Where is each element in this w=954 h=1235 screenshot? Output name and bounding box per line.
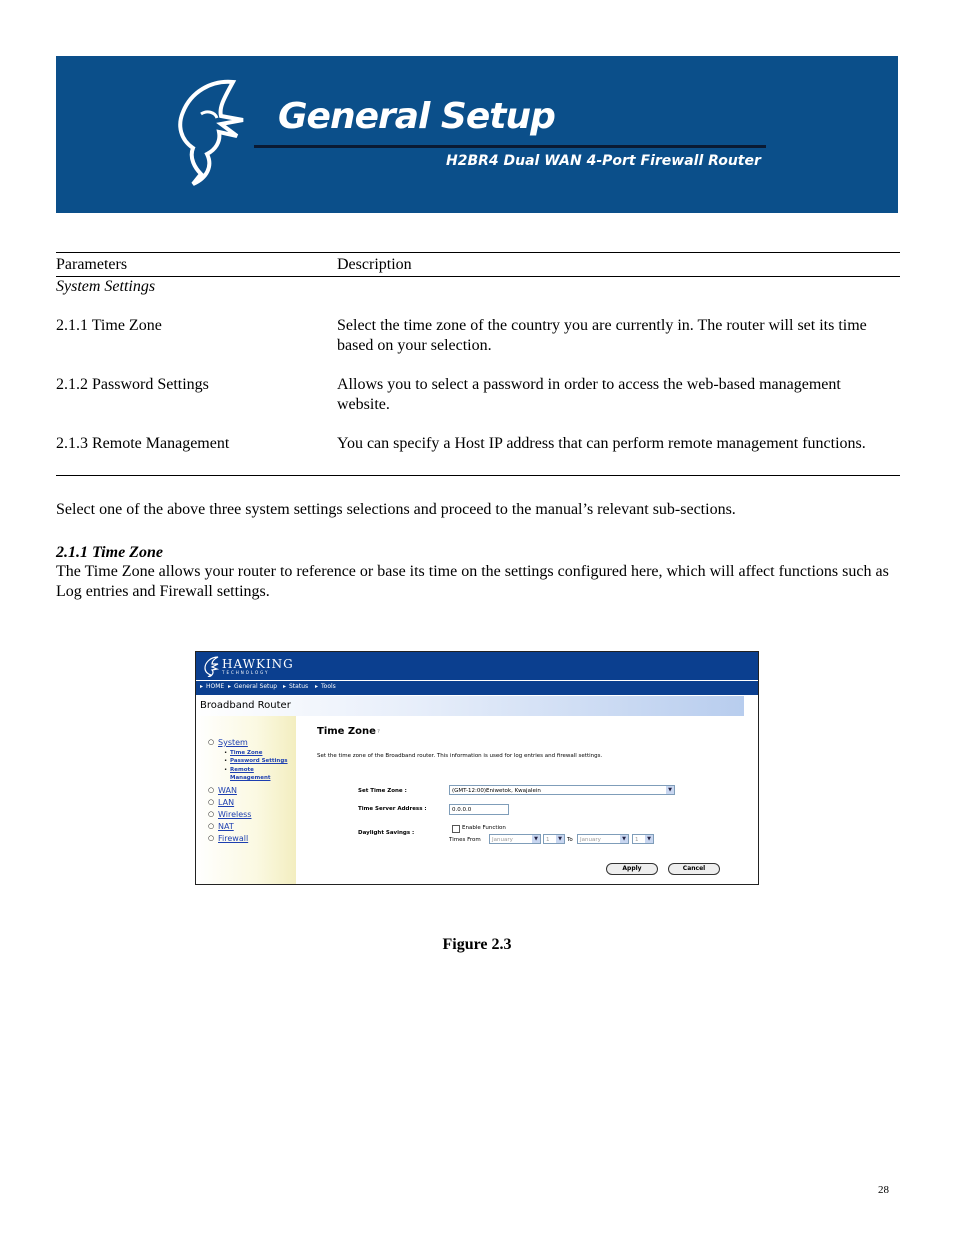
router-header <box>196 652 758 680</box>
bullet-icon: • <box>224 758 228 764</box>
bullet-icon: • <box>224 750 228 756</box>
nav-home-arrow-icon: ▸ <box>200 683 204 690</box>
wan-circle-icon: ○ <box>208 786 215 794</box>
nav-home[interactable]: HOME <box>206 683 225 690</box>
header-banner <box>56 56 898 213</box>
from-day-select[interactable] <box>543 834 565 844</box>
brand-name: HAWKING <box>222 657 294 671</box>
system-circle-icon: ○ <box>208 738 215 746</box>
chevron-down-icon: ▼ <box>556 835 564 843</box>
set-time-zone-label: Set Time Zone : <box>358 788 407 794</box>
from-day-value: 1 <box>546 837 550 843</box>
firewall-circle-icon: ○ <box>208 834 215 842</box>
bullet-icon: • <box>224 767 228 773</box>
table-bottom-rule <box>56 475 900 476</box>
nav-status[interactable]: Status <box>289 683 309 690</box>
enable-function-checkbox[interactable] <box>452 825 460 833</box>
nav-general-setup[interactable]: General Setup <box>234 683 278 690</box>
banner-title: General Setup <box>278 96 555 137</box>
table-row-desc: You can specify a Host IP address that can perform remote management functions. <box>337 435 866 452</box>
to-day-value: 1 <box>635 837 639 843</box>
table-top-rule <box>56 252 900 253</box>
time-zone-value: (GMT-12:00)Eniwetok, Kwajalein <box>452 788 541 794</box>
nav-general-setup-arrow-icon: ▸ <box>228 683 232 690</box>
table-row-param: 2.1.2 Password Settings <box>56 376 209 393</box>
nav-tools-arrow-icon: ▸ <box>315 683 319 690</box>
product-name: Broadband Router <box>200 700 291 711</box>
table-row-desc: Select the time zone of the country you are currently in. The router will set its time based on your selection. <box>337 317 867 354</box>
enable-function-label: Enable Function <box>462 825 506 831</box>
chevron-down-icon: ▼ <box>645 835 653 843</box>
time-zone-select[interactable] <box>449 785 675 795</box>
hawk-logo-icon <box>202 655 220 677</box>
nav-status-arrow-icon: ▸ <box>283 683 287 690</box>
table-row-desc: Allows you to select a password in order to access the web-based management website. <box>337 376 841 413</box>
sidebar-item-wan[interactable]: WAN <box>218 786 237 795</box>
time-server-label: Time Server Address : <box>358 806 427 812</box>
router-ui-screenshot <box>195 651 759 885</box>
sidebar-item-firewall[interactable]: Firewall <box>218 834 249 843</box>
to-day-select[interactable] <box>632 834 654 844</box>
sidebar-sub-time-zone[interactable]: Time Zone <box>230 750 263 756</box>
chevron-down-icon: ▼ <box>620 835 628 843</box>
sidebar-sub-password[interactable]: Password Settings <box>230 758 288 764</box>
table-row-param: 2.1.3 Remote Management <box>56 435 230 452</box>
sidebar-item-system[interactable]: System <box>218 738 248 747</box>
header-description: Description <box>337 256 412 273</box>
lan-circle-icon: ○ <box>208 798 215 806</box>
apply-button[interactable]: Apply <box>606 863 658 875</box>
page-title: Time Zone <box>317 726 376 737</box>
sidebar-item-wireless[interactable]: Wireless <box>218 810 252 819</box>
times-from-label: Times From <box>449 837 481 843</box>
to-month-value: January <box>580 837 601 843</box>
to-label: To <box>567 837 573 843</box>
help-icon[interactable]: ? <box>377 729 380 735</box>
section-label: System Settings <box>56 278 156 295</box>
sidebar-item-nat[interactable]: NAT <box>218 822 234 831</box>
to-month-select[interactable] <box>577 834 629 844</box>
chevron-down-icon: ▼ <box>666 786 674 794</box>
from-month-value: January <box>492 837 513 843</box>
banner-subtitle: H2BR4 Dual WAN 4-Port Firewall Router <box>446 153 761 169</box>
time-server-input[interactable]: 0.0.0.0 <box>449 804 509 815</box>
section-heading: 2.1.1 Time Zone <box>56 544 163 561</box>
brand-subtitle: TECHNOLOGY <box>222 670 270 675</box>
cancel-button[interactable]: Cancel <box>668 863 720 875</box>
page-description: Set the time zone of the Broadband router. This information is used for log entries and firewall settings. <box>317 753 603 759</box>
page-number: 28 <box>878 1184 889 1196</box>
table-header-rule <box>56 276 900 277</box>
header-parameters: Parameters <box>56 256 128 273</box>
router-nav-bar <box>196 680 758 696</box>
table-row-param: 2.1.1 Time Zone <box>56 317 162 334</box>
section-paragraph: The Time Zone allows your router to reference or base its time on the settings configured here, which will affect functions such as Log entries and Firewall settings. <box>56 563 889 600</box>
banner-rule <box>254 145 766 148</box>
nav-tools[interactable]: Tools <box>321 683 336 690</box>
nat-circle-icon: ○ <box>208 822 215 830</box>
daylight-savings-label: Daylight Savings : <box>358 830 415 836</box>
sidebar-sub-remote[interactable]: Remote <box>230 767 254 773</box>
intro-paragraph: Select one of the above three system settings selections and proceed to the manual’s relevant sub-sections. <box>56 501 736 518</box>
eagle-head-icon <box>171 74 251 189</box>
wireless-circle-icon: ○ <box>208 810 215 818</box>
sidebar-item-lan[interactable]: LAN <box>218 798 235 807</box>
figure-caption: Figure 2.3 <box>442 936 512 953</box>
chevron-down-icon: ▼ <box>532 835 540 843</box>
sidebar-sub-management[interactable]: Management <box>230 775 271 781</box>
from-month-select[interactable] <box>489 834 541 844</box>
product-bar <box>196 696 744 716</box>
